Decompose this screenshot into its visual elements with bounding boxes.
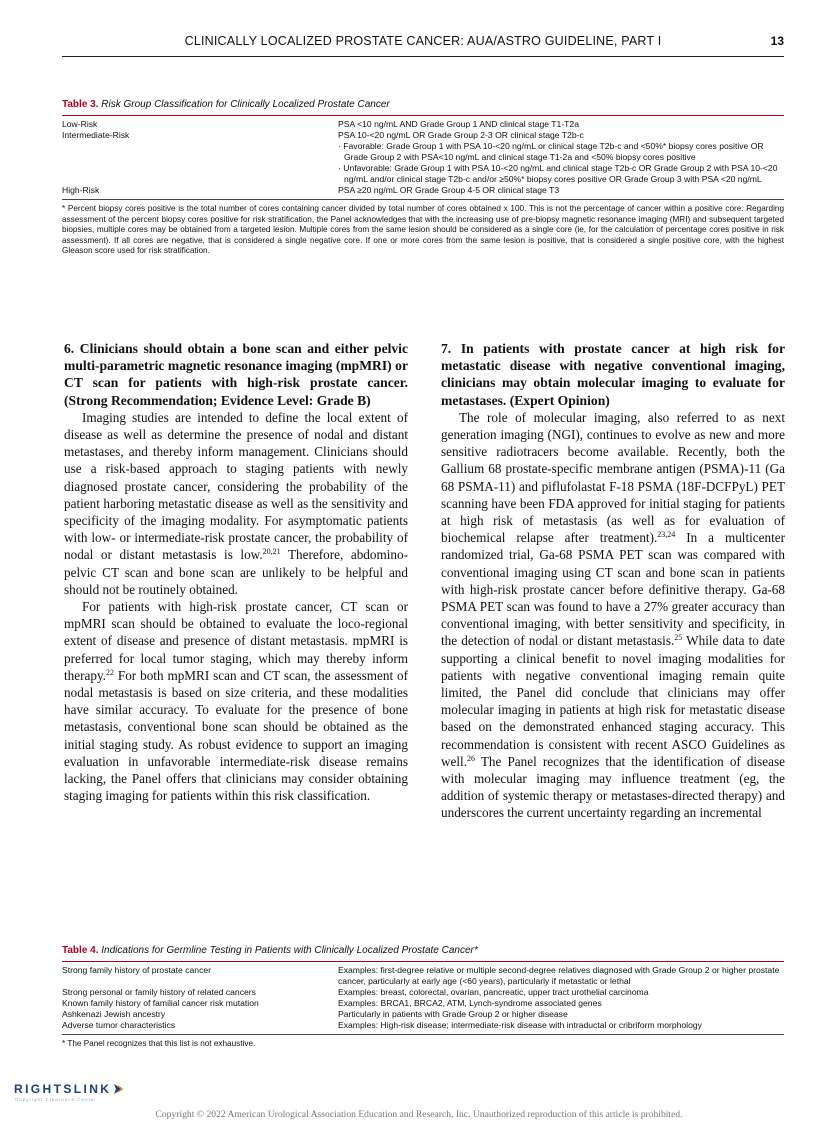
table-row bbox=[62, 965, 784, 987]
risk-group-cell bbox=[62, 163, 338, 185]
reference-citation[interactable]: 26 bbox=[467, 753, 476, 763]
table-row bbox=[62, 1020, 784, 1031]
examples-cell: Examples: first-degree relative or multiple second-degree relatives diagnosed with Grade Group 2 or higher prostate cancer, particularly at early age (<60 years), particularly if metastatic or lethal bbox=[338, 965, 780, 986]
rightslink-logo-text: RIGHTSLINK bbox=[14, 1082, 112, 1096]
examples-cell: Examples: BRCA1, BRCA2, ATM, Lynch-syndrome associated genes bbox=[338, 998, 602, 1008]
table-row bbox=[62, 1009, 784, 1020]
reference-citation[interactable]: 25 bbox=[674, 633, 683, 643]
copyright-notice: Copyright © 2022 American Urological Association Education and Research, Inc. Unauthorized reproduction of this article is prohibited. bbox=[155, 1109, 683, 1120]
paragraph bbox=[441, 409, 785, 822]
factor-cell: Known family history of familial cancer risk mutation bbox=[62, 998, 259, 1008]
text-run: For patients with high-risk prostate cancer, CT scan or mpMRI scan should be obtained to evaluate the loco-regional extent of disease and presence of distant metastasis. mpMRI is preferred for local tumor staging, which may thereby inform therapy. bbox=[64, 599, 408, 683]
rightslink-logo[interactable] bbox=[14, 1082, 124, 1102]
risk-group-cell bbox=[62, 141, 338, 163]
examples-cell: Particularly in patients with Grade Group 2 or higher disease bbox=[338, 1009, 568, 1019]
text-run: While data to date supporting a clinical benefit to novel imaging modalities for patients with negative conventional imaging remain quite limited, the Panel did conclude that clinicians may offer molecular imaging in patients at high risk for metastatic disease based on the demonstrated enhanced staging accuracy. This recommendation is consistent with recent ASCO Guidelines as well. bbox=[441, 633, 785, 769]
table-4 bbox=[62, 944, 784, 1050]
risk-group-cell: High-Risk bbox=[62, 185, 100, 195]
statement-6-heading: 6. Clinicians should obtain a bone scan and either pelvic multi-parametric magnetic resonance imaging (mpMRI) or CT scan for patients with high-risk prostate cancer. (Strong Recommendation; Evidence Level: Grade B) bbox=[64, 341, 408, 408]
paragraph bbox=[64, 598, 408, 804]
examples-cell: Examples: High-risk disease; intermediate-risk disease with intraductal or cribriform morphology bbox=[338, 1020, 702, 1030]
table-3-footnote: * Percent biopsy cores positive is the total number of cores containing cancer divided by total number of cores obtained x 100. This is not the percentage of cancer within a positive core. Regarding assessment of the percent biopsy cores positive for risk stratification, the Panel acknowledges that with the increasing use of pre-biopsy magnetic resonance imaging (MRI) and subsequent targeted biopsies, multiple cores may be obtained from a targeted lesion. Multiple cores from the same lesion should be considered as a single core (ie, for the calculation of percentage cores positive in risk assessment). If all cores are negative, that is considered a single negative core. If one or more cores from the same lesion is positive, that is considered a single positive core, with the highest Gleason score used for risk stratification. bbox=[62, 204, 784, 256]
paragraph bbox=[64, 409, 408, 598]
rightslink-tagline: Copyright Clearance Center bbox=[15, 1097, 97, 1102]
table-row bbox=[62, 998, 784, 1009]
text-run: For both mpMRI scan and CT scan, the assessment of nodal metastasis is based on size criteria, and these modalities have similar accuracy. To evaluate for the presence of bone metastasis, conventional bone scan should be obtained as the initial staging study. As robust evidence to support an imaging evaluation in unfavorable intermediate-risk disease remains lacking, the Panel offers that clinicians may consider obtaining staging imaging for patients within this risk classification. bbox=[64, 667, 408, 804]
table-row bbox=[62, 130, 784, 141]
table-4-label: Table 4. bbox=[62, 945, 99, 956]
criteria-cell: PSA <10 ng/mL AND Grade Group 1 AND clinical stage T1-T2a bbox=[338, 119, 579, 129]
table-3-caption bbox=[62, 98, 784, 112]
table-4-caption bbox=[62, 944, 784, 958]
running-head bbox=[62, 34, 784, 52]
table-4-footnote: * The Panel recognizes that this list is not exhaustive. bbox=[62, 1039, 256, 1048]
text-run: Therefore, abdomino-pelvic CT scan and bone scan are unlikely to be helpful and should not be routinely obtained. bbox=[64, 547, 408, 597]
table-3 bbox=[62, 98, 784, 257]
reference-citation[interactable]: 20,21 bbox=[262, 547, 281, 557]
statement-7-heading: 7. In patients with prostate cancer at high risk for metastatic disease with negative conventional imaging, clinicians may obtain molecular imaging to evaluate for metastases. (Expert Opinion) bbox=[441, 341, 785, 408]
rightslink-arrow-icon bbox=[112, 1083, 124, 1095]
text-run: In a multicenter randomized trial, Ga-68 PSMA PET scan was compared with conventional imaging using CT scan and bone scan in patients with high-risk prostate cancer before definitive therapy. Ga-68 PSMA PET scan was found to have a 27% greater accuracy than conventional imaging, with better sensitivity and specificity, in the detection of nodal or distant metastasis. bbox=[441, 530, 785, 649]
criteria-cell: PSA 10-<20 ng/mL OR Grade Group 2-3 OR clinical stage T2b-c bbox=[338, 130, 584, 140]
risk-group-cell: Intermediate-Risk bbox=[62, 130, 130, 140]
table-4-title: Indications for Germline Testing in Patients with Clinically Localized Prostate Cancer* bbox=[101, 945, 478, 956]
running-head-title: CLINICALLY LOCALIZED PROSTATE CANCER: AUA/ASTRO GUIDELINE, PART I bbox=[184, 34, 662, 48]
risk-group-cell: Low-Risk bbox=[62, 119, 98, 129]
reference-citation[interactable]: 22 bbox=[105, 667, 114, 677]
criteria-cell: PSA ≥20 ng/mL OR Grade Group 4-5 OR clinical stage T3 bbox=[338, 185, 560, 195]
page-number: 13 bbox=[770, 34, 784, 48]
criteria-cell: · Favorable: Grade Group 1 with PSA 10-<20 ng/mL or clinical stage T2b-c and <50%* biopsy cores positive OR Grade Group 2 with PSA<10 ng/mL and clinical stage T1-2a and <50% biopsy cores positive bbox=[338, 141, 764, 162]
table-row bbox=[62, 185, 784, 196]
factor-cell: Strong personal or family history of related cancers bbox=[62, 987, 256, 997]
factor-cell: Ashkenazi Jewish ancestry bbox=[62, 1009, 166, 1019]
text-run: Imaging studies are intended to define the local extent of disease as well as determine the presence of nodal and distant metastases, and thereby inform management. Clinicians should use a risk-based approach to staging patients with newly diagnosed prostate cancer, considering the probability of the patient harboring metastatic disease as well as the sensitivity and specificity of the imaging modality. For asymptomatic patients with low- or intermediate-risk prostate cancer, the probability of nodal or distant metastasis is low. bbox=[64, 409, 408, 563]
table-3-title: Risk Group Classification for Clinically Localized Prostate Cancer bbox=[101, 99, 390, 110]
header-rule bbox=[62, 56, 784, 57]
factor-cell: Adverse tumor characteristics bbox=[62, 1020, 176, 1030]
table-row bbox=[62, 141, 784, 163]
examples-cell: Examples: breast, colorectal, ovarian, pancreatic, upper tract urothelial carcinoma bbox=[338, 987, 649, 997]
factor-cell: Strong family history of prostate cancer bbox=[62, 965, 212, 975]
left-column bbox=[64, 340, 408, 804]
text-run: The role of molecular imaging, also referred to as next generation imaging (NGI), continues to evolve as new and more sensitive radiotracers become available. Recently, both the Gallium 68 prostate-specific membrane antigen (PSMA)-11 (Ga 68 PSMA-11) and piflufolastat F-18 PSMA (18F-DCFPyL) PET scanning have been FDA approved for initial staging for patients at high risk of metastasis (as well as for evaluation of biochemical relapse after treatment). bbox=[441, 409, 785, 546]
criteria-cell: · Unfavorable: Grade Group 1 with PSA 10-<20 ng/mL and clinical stage T2b-c OR Grade Group 2 with PSA 10-<20 ng/mL and/or clinical stage T2b-c and/or ≥50%* biopsy cores positive OR Grade Group 3 with PSA <20 ng/mL bbox=[338, 163, 778, 184]
table-3-label: Table 3. bbox=[62, 99, 99, 110]
table-row bbox=[62, 163, 784, 185]
text-run: The Panel recognizes that the identification of disease with molecular imaging may influence treatment (eg, the addition of systemic therapy or metastases-directed therapy) and underscores the current uncertainty regarding an incremental bbox=[441, 753, 785, 821]
right-column bbox=[441, 340, 785, 822]
reference-citation[interactable]: 23,24 bbox=[657, 530, 676, 540]
table-row bbox=[62, 987, 784, 998]
table-row bbox=[62, 119, 784, 130]
